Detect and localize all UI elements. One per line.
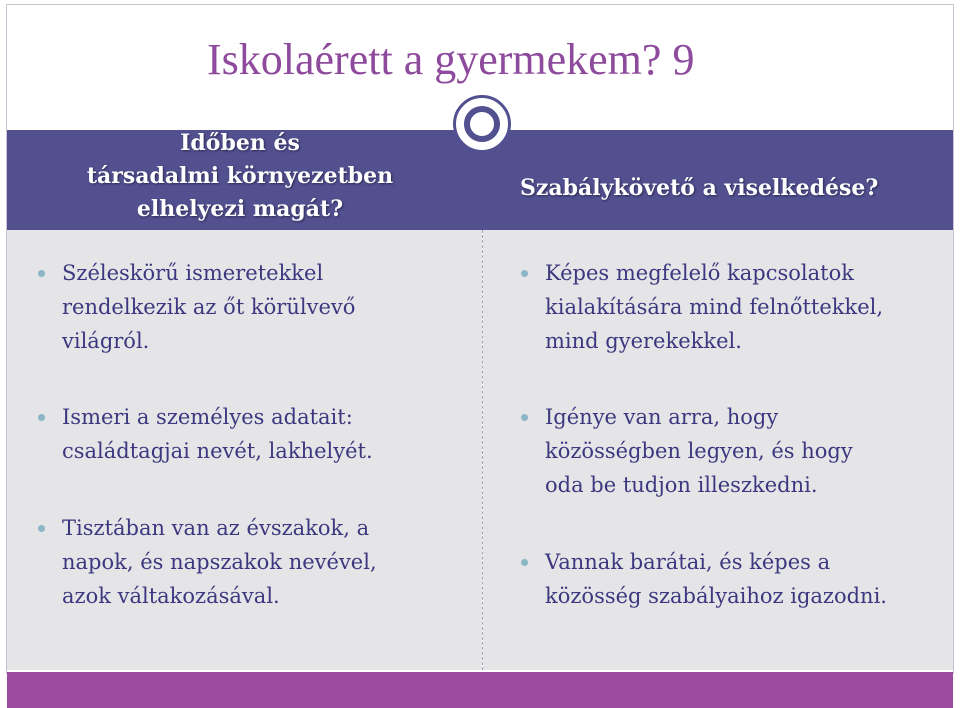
column-divider [482, 230, 483, 670]
bullet-item [35, 400, 475, 468]
bullet-line: közösség szabályaihoz igazodni. [545, 584, 887, 608]
bullet-line: családtagjai nevét, lakhelyét. [62, 439, 373, 463]
right-column-header: Szabálykövető a viselkedése? [520, 175, 879, 201]
bullet-line: Ismeri a személyes adatait: [62, 405, 353, 429]
bullet-line: Vannak barátai, és képes a [545, 550, 831, 574]
bullet-line: rendelkezik az őt körülvevő [62, 295, 356, 319]
right-bullet-list [518, 400, 948, 502]
left-header-line: Időben és [180, 130, 300, 156]
bullet-dot-icon [38, 525, 45, 532]
bullet-line: Széleskörű ismeretekkel [62, 261, 324, 285]
right-bullet-list [518, 256, 948, 358]
inner-ring-icon [464, 106, 500, 142]
bullet-item [35, 256, 475, 358]
left-header-line: elhelyezi magát? [136, 196, 344, 222]
bullet-dot-icon [38, 414, 45, 421]
bullet-line: Képes megfelelő kapcsolatok [545, 261, 854, 285]
bullet-line: világról. [62, 329, 150, 353]
left-bullet-list [35, 511, 475, 613]
bullet-item [518, 400, 948, 502]
bullet-line: azok váltakozásával. [62, 584, 280, 608]
bullet-line: oda be tudjon illeszkedni. [545, 473, 818, 497]
bullet-line: közösségben legyen, és hogy [545, 439, 853, 463]
bottom-bar [7, 672, 953, 708]
left-bullet-list [35, 256, 475, 358]
bullet-line: kialakítására mind felnőttekkel, [545, 295, 884, 319]
bullet-dot-icon [521, 270, 528, 277]
slide-title: Iskolaérett a gyermekem? 9 [207, 35, 695, 84]
left-bullet-list [35, 400, 475, 468]
bullet-dot-icon [521, 414, 528, 421]
bullet-item [518, 545, 948, 613]
right-bullet-list [518, 545, 948, 613]
left-column-header [20, 127, 460, 226]
bullet-line: mind gyerekekkel. [545, 329, 742, 353]
bullet-line: Tisztában van az évszakok, a [62, 516, 370, 540]
bullet-dot-icon [521, 559, 528, 566]
bullet-item [518, 256, 948, 358]
bullet-line: Igénye van arra, hogy [545, 405, 779, 429]
bullet-line: napok, és napszakok nevével, [62, 550, 377, 574]
bullet-dot-icon [38, 270, 45, 277]
bullet-item [35, 511, 475, 613]
left-header-line: társadalmi környezetben [86, 163, 394, 189]
